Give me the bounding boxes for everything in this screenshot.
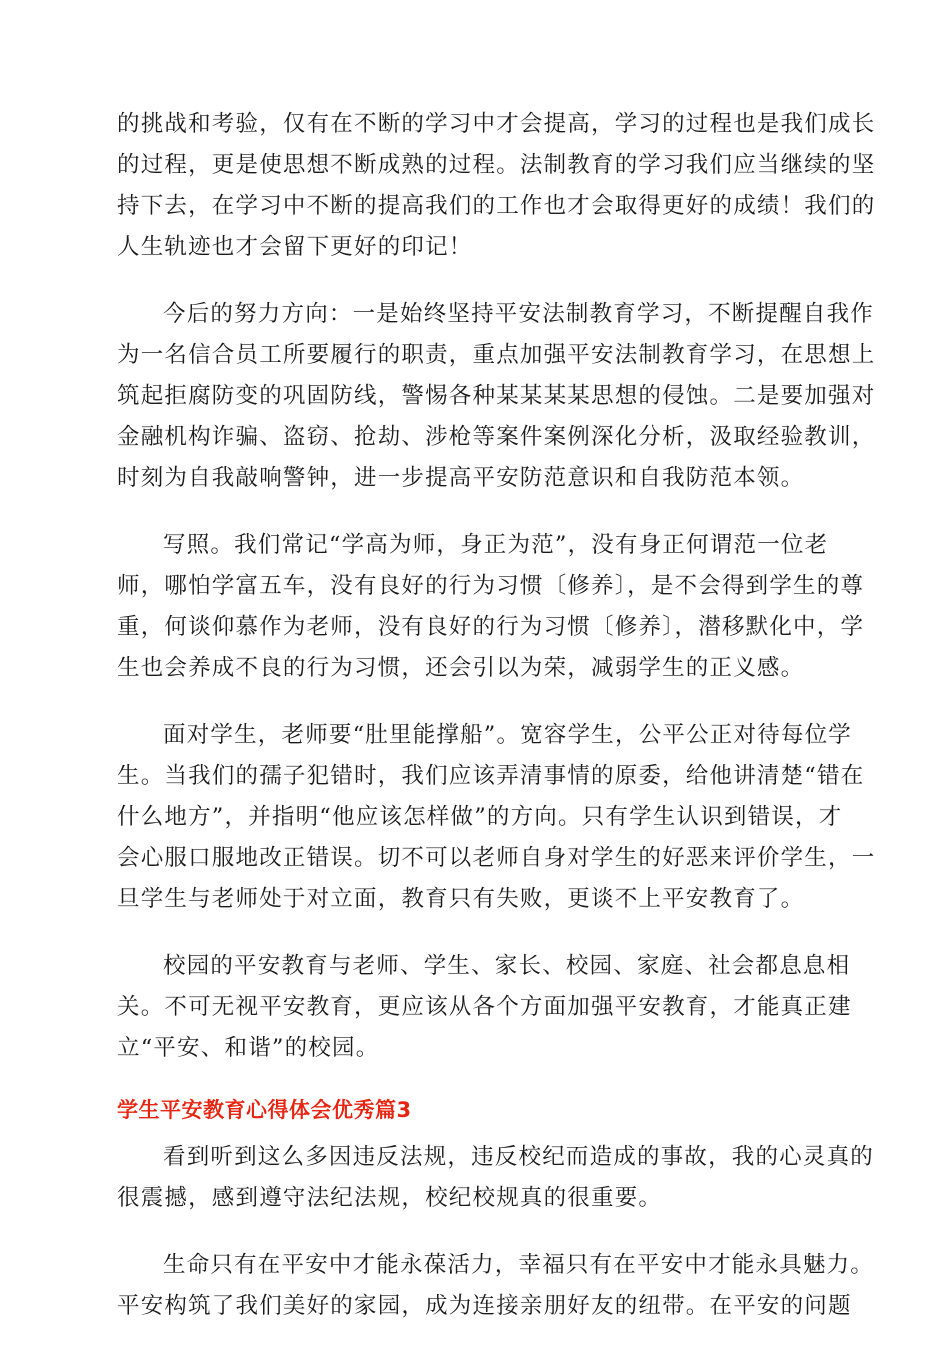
text-line: 人生轨迹也才会留下更好的印记！ (117, 234, 473, 260)
text-line: 写照。我们常记“学高为师，身正为范”，没有身正何谓范一位老 (163, 532, 829, 558)
text-line: 师，哪怕学富五车，没有良好的行为习惯〔修养〕，是不会得到学生的尊 (117, 573, 865, 599)
text-line: 时刻为自我敲响警钟，进一步提高平安防范意识和自我防范本领。 (117, 465, 805, 491)
paragraph-4 (117, 715, 876, 920)
text-line: 面对学生，老师要“肚里能撑船”。宽容学生，公平公正对待每位学 (163, 722, 853, 748)
text-line: 生命只有在平安中才能永葆活力，幸福只有在平安中才能永具魅力。 (163, 1252, 875, 1278)
paragraph-2 (117, 294, 876, 499)
text-line: 生。当我们的孺子犯错时，我们应该弄清事情的原委，给他讲清楚“错在 (117, 763, 865, 789)
text-line: 的挑战和考验，仅有在不断的学习中才会提高，学习的过程也是我们成长 (117, 111, 876, 137)
paragraph-1 (117, 104, 876, 268)
text-line: 今后的努力方向：一是始终坚持平安法制教育学习，不断提醒自我作 (163, 301, 875, 327)
text-line: 重，何谈仰慕作为老师，没有良好的行为习惯〔修养〕，潜移默化中，学 (117, 614, 865, 640)
paragraph-3 (117, 525, 865, 689)
text-line: 旦学生与老师处于对立面，教育只有失败，更谈不上平安教育了。 (117, 886, 805, 912)
document-body (117, 104, 876, 1353)
text-line: 什么地方”，并指明“他应该怎样做”的方向。只有学生认识到错误，才 (117, 804, 843, 830)
text-line: 很震撼，感到遵守法纪法规，校纪校规真的很重要。 (117, 1185, 663, 1211)
paragraph-6 (117, 1137, 875, 1219)
paragraph-7 (117, 1245, 875, 1327)
text-line: 金融机构诈骗、盗窃、抢劫、涉枪等案件案例深化分析，汲取经验教训， (117, 424, 876, 450)
text-line: 生也会养成不良的行为习惯，还会引以为荣，减弱学生的正义感。 (117, 655, 805, 681)
text-line: 的过程，更是使思想不断成熟的过程。法制教育的学习我们应当继续的坚 (117, 152, 876, 178)
text-line: 看到听到这么多因违反法规，违反校纪而造成的事故，我的心灵真的 (163, 1144, 875, 1170)
text-line: 为一名信合员工所要履行的职责，重点加强平安法制教育学习，在思想上 (117, 342, 876, 368)
text-line: 平安构筑了我们美好的家园，成为连接亲朋好友的纽带。在平安的问题 (117, 1293, 852, 1319)
paragraph-5 (117, 946, 852, 1069)
section-heading: 学生平安教育心得体会优秀篇3 (117, 1098, 412, 1122)
text-line: 关。不可无视平安教育，更应该从各个方面加强平安教育，才能真正建 (117, 994, 852, 1020)
text-line: 持下去，在学习中不断的提高我们的工作也才会取得更好的成绩！我们的 (117, 193, 876, 219)
text-line: 立“平安、和谐”的校园。 (117, 1035, 380, 1061)
text-line: 校园的平安教育与老师、学生、家长、校园、家庭、社会都息息相 (163, 953, 851, 979)
text-line: 会心服口服地改正错误。切不可以老师自身对学生的好恶来评价学生，一 (117, 845, 876, 871)
text-line: 筑起拒腐防变的巩固防线，警惕各种某某某某思想的侵蚀。二是要加强对 (117, 383, 876, 409)
